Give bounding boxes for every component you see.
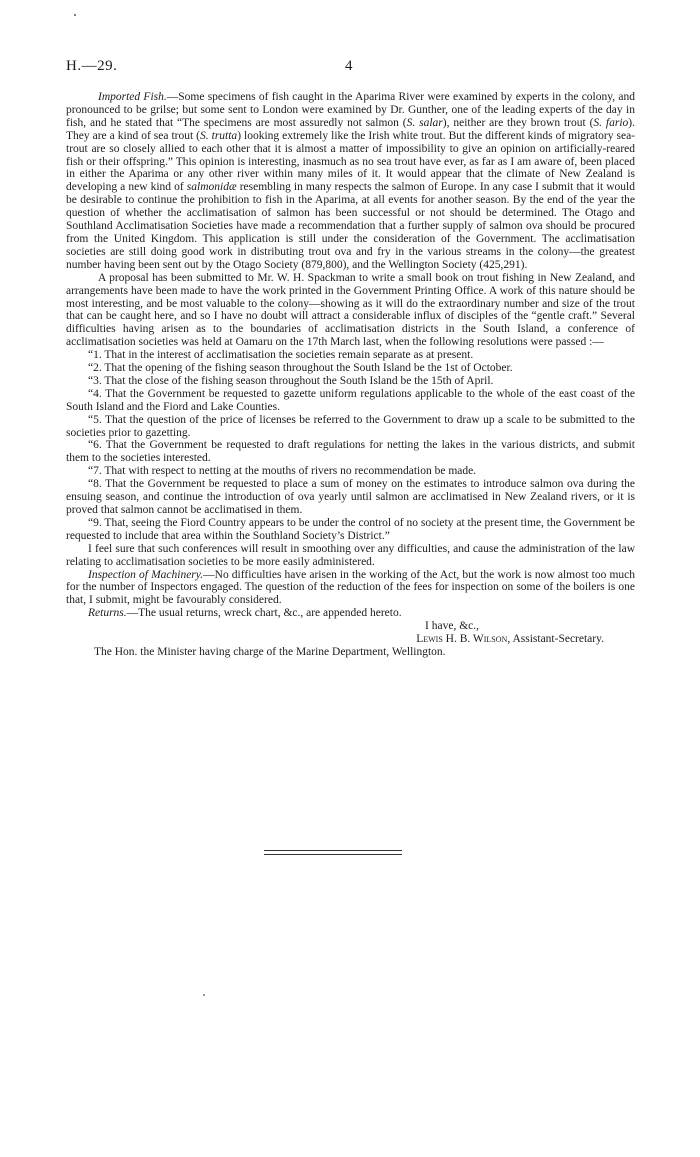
proposal-paragraph: A proposal has been submitted to Mr. W. H. Spackman to write a small book on trout fishing in New Zealand, and arrangements have been made to have the work printed in the Government Printing Office. A work of this nature should be most interesting, and be most valuable to the colony—showing as it will do the extraordinary number and size of the trout that can be caught here, and so I have no doubt will attract a considerable influx of disciples of the “gentle craft.” Several difficulties having arisen as to the boundaries of acclimatisation districts in the South Island, a conference of acclimatisation societies was held at Oamaru on the 17th March last, when the following resolutions were passed :— (66, 271, 635, 349)
imported-fish-paragraph (66, 91, 635, 272)
species-name: S. fario (593, 116, 629, 129)
inspection-paragraph (66, 569, 635, 608)
resolution-item: “6. That the Government be requested to draft regulations for netting the lakes in the various districts, and submit them to the societies interested. (66, 439, 635, 465)
species-name: S. trutta (200, 129, 238, 142)
resolution-item: “5. That the question of the price of licenses be referred to the Government to draw up a scale to be submitted to the societies prior to gazetting. (66, 413, 635, 439)
imported-fish-heading: Imported Fish. (98, 91, 167, 103)
document-reference: H.—29. (66, 58, 118, 74)
imported-fish-text: ). They are a kind of sea trout ( (66, 116, 636, 142)
resolution-item: “4. That the Government be requested to gazette uniform regulations applicable to the whole of the east coast of the South Island and the Fiord and Lake Counties. (66, 387, 635, 413)
imported-fish-text: ), neither are they brown trout ( (442, 116, 594, 129)
resolution-item: “7. That with respect to netting at the mouths of rivers no recommendation be made. (88, 465, 477, 478)
species-name: salmonidæ (186, 181, 237, 194)
margin-mark (74, 14, 76, 16)
signoff: I have, &c., (425, 620, 479, 633)
returns-text: —The usual returns, wreck chart, &c., are appended hereto. (126, 607, 402, 620)
signature-title: , Assistant-Secretary. (507, 633, 604, 646)
page-number: 4 (345, 58, 353, 74)
signature-name: Lewis H. B. Wilson (416, 633, 508, 646)
addressee: The Hon. the Minister having charge of the Marine Department, Wellington. (94, 645, 446, 658)
signature (66, 633, 635, 646)
resolution-item: “8. That the Government be requested to place a sum of money on the estimates to introduce salmon ova during the ensuing season, and continue the introduction of ova yearly until salmon are acclimatised in New Zealand rivers, or it is proved that salmon cannot be acclimatised in them. (66, 478, 635, 516)
resolution-item: “3. That the close of the fishing season throughout the South Island be the 15th of April. (88, 374, 494, 387)
closing-rule (264, 854, 402, 855)
returns-paragraph (66, 607, 635, 620)
imported-fish-text: ) looking extremely like the Irish white trout. But the different kinds of migratory sea-trout are so closely allied to each other that it is almost a matter of impossibility to give an opinion on artificially-reared fish or their offspring.” This opinion is interesting, inasmuch as no sea trout have ever, as far as I am aware of, been placed in either the Aparima or any other river within many miles of it. It would appear that the climate of New Zealand is developing a new kind of (66, 129, 635, 194)
closing-rule (264, 850, 402, 851)
inspection-text: —No difficulties have arisen in the working of the Act, but the work is now almost too much for the number of Inspectors engaged. The question of the reduction of the fees for inspection on some of the boilers is one that, I submit, might be favourably considered. (66, 568, 635, 607)
imported-fish-text: resembling in many respects the salmon of Europe. In any case I submit that it would be desirable to continue the prohibition to fish in the Aparima, at all events for another season. By the end of the year the question of whether the acclimatisation of salmon has been successful or not should be determined. The Otago and Southland Acclimatisation Societies have made a recommendation that a further supply of salmon ova should be procured from the United Kingdom. This application is still under the consideration of the Government. The acclimatisation societies are still doing good work in distributing trout ova and fry in the various streams in the colony—the greatest number having been sent out by the Otago Society (879,800), and the Wellington Society (425,291). (66, 181, 635, 271)
resolution-item: “2. That the opening of the fishing season throughout the South Island be the 1st of October. (88, 362, 513, 375)
inspection-heading: Inspection of Machinery. (88, 568, 204, 581)
returns-heading: Returns. (88, 607, 127, 620)
resolution-item: “1. That in the interest of acclimatisation the societies remain separate as at present. (88, 349, 474, 362)
report-body (66, 91, 635, 659)
imported-fish-text: —Some specimens of fish caught in the Aparima River were examined by experts in the colony, and pronounced to be grilse; but some sent to London were examined by Dr. Gunther, one of the leading experts of the day in fish, and he stated that “The specimens are most assuredly not salmon ( (66, 91, 635, 129)
species-name: S. salar (406, 116, 443, 129)
paper-speck (203, 994, 205, 996)
conference-note: I feel sure that such conferences will result in smoothing over any difficulties, and cause the administration of the law relating to acclimatisation societies to be more easily administered. (66, 542, 635, 568)
resolution-item: “9. That, seeing the Fiord Country appears to be under the control of no society at the present time, the Government be requested to include that area within the Southland Society’s District.” (66, 516, 635, 542)
